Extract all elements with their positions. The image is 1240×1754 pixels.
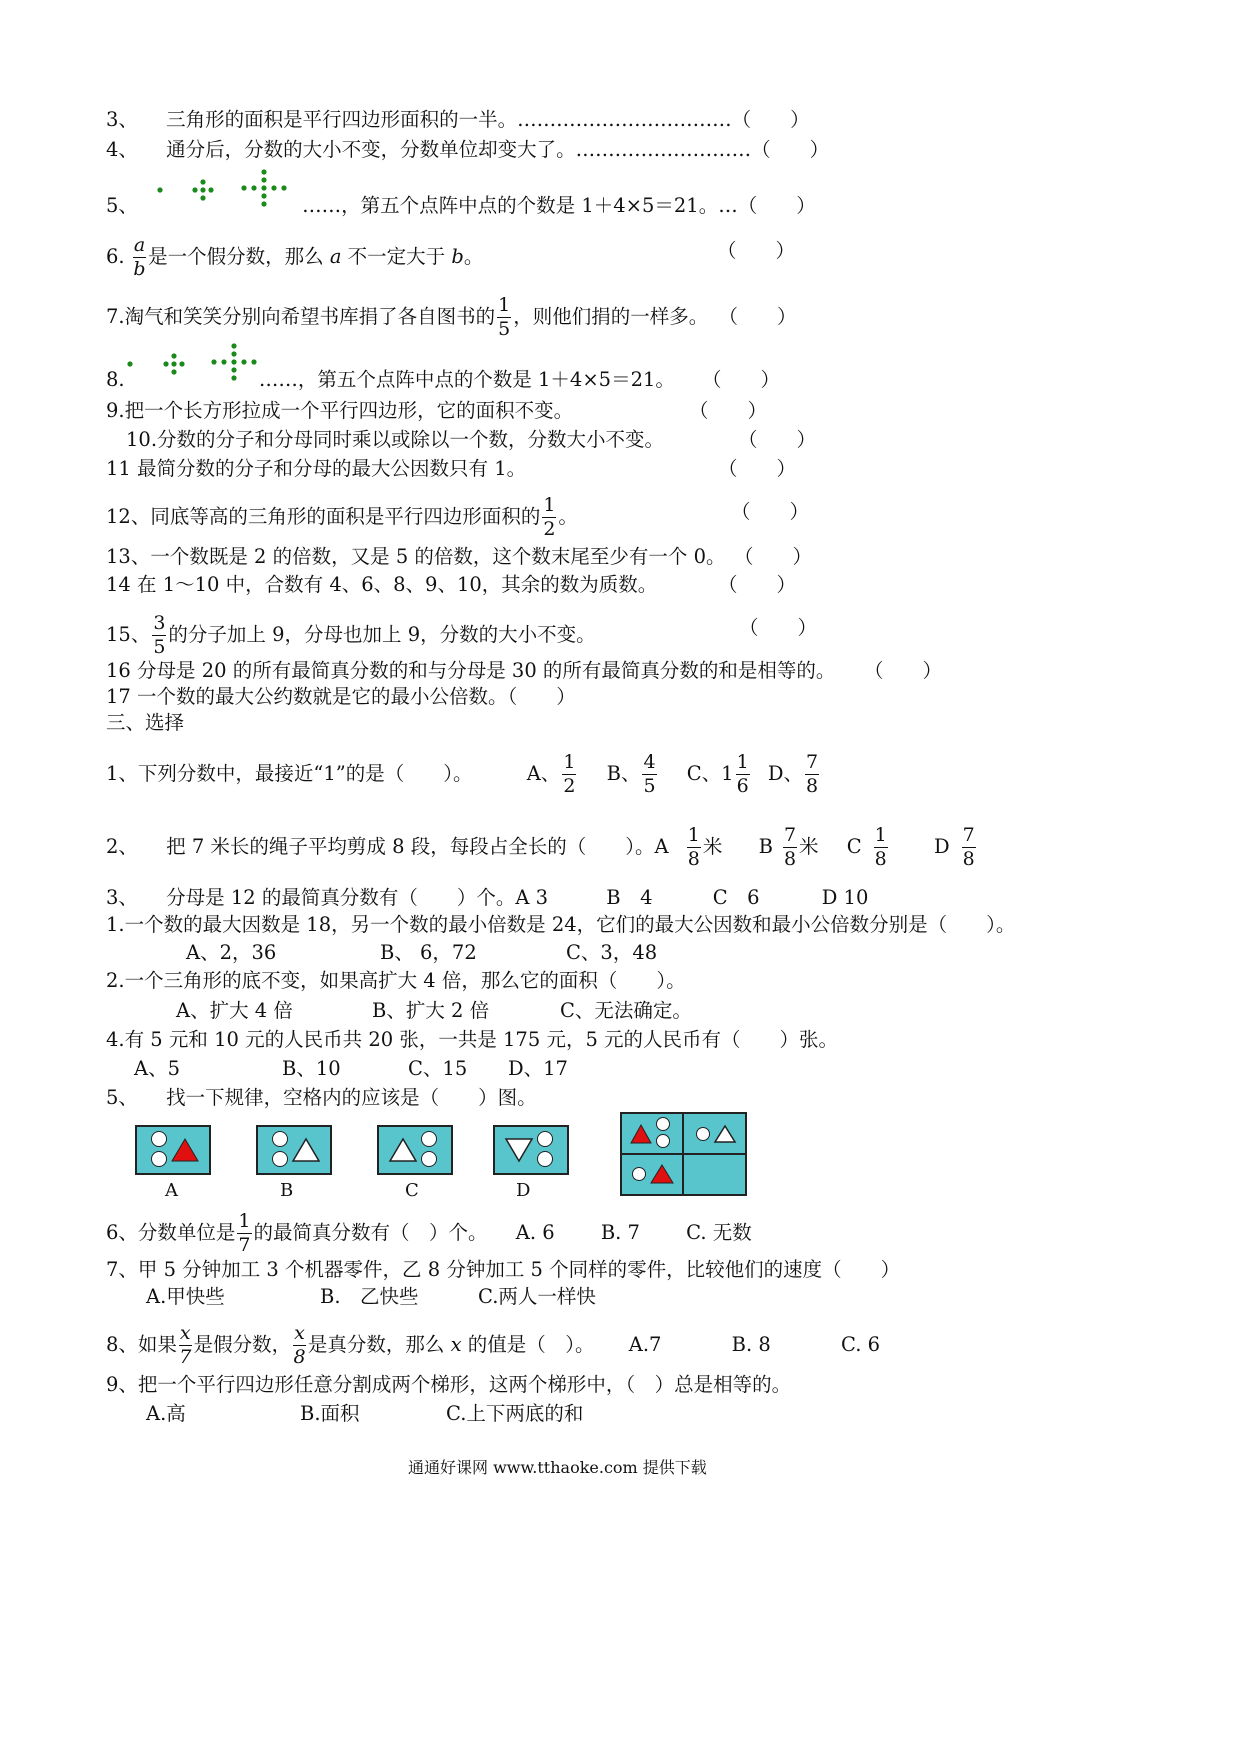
q6-denominator: b: [133, 258, 146, 280]
q7-answer-paren[interactable]: （ ）: [728, 305, 797, 328]
triangle-icon: [630, 1124, 652, 1144]
q10-answer-paren[interactable]: （ ）: [738, 428, 817, 451]
c5-label-c: C: [405, 1180, 419, 1201]
q12-text-2: 。: [558, 505, 578, 528]
c2-c-numerator: 1: [874, 824, 887, 846]
q6-fraction: [133, 236, 146, 279]
choice-c5: [106, 1085, 537, 1111]
inverted-triangle-icon: [505, 1138, 533, 1162]
judge-q6: [106, 236, 483, 279]
c6-text: 6、分数单位是: [106, 1221, 236, 1244]
q9-text: 9.把一个长方形拉成一个平行四边形，它的面积不变。: [106, 399, 574, 422]
q16-answer-paren[interactable]: （ ）: [864, 659, 943, 682]
c2-number: 2、: [106, 835, 138, 858]
q6-numerator: a: [133, 234, 146, 256]
c6-text-2: 的最简真分数有（ ）个。: [253, 1221, 488, 1244]
c3-option-c: C 6: [712, 886, 760, 909]
c8-text: 8、如果: [106, 1333, 177, 1356]
c1-d-numerator: 7: [806, 751, 819, 773]
circle-icon: [632, 1167, 646, 1181]
q14-text: 14 在 1～10 中，合数有 4、6、8、9、10，其余的数为质数。: [106, 573, 658, 596]
c2b-text: 2.一个三角形的底不变，如果高扩大 4 倍，那么它的面积（ ）。: [106, 969, 686, 992]
choice-c8: [106, 1324, 880, 1367]
q7-text-2: ，则他们捐的一样多。: [513, 305, 709, 328]
c5-label-a: A: [165, 1180, 178, 1201]
q13-text: 13、一个数既是 2 的倍数，又是 5 的倍数，这个数末尾至少有一个 0。: [106, 545, 726, 568]
c8-f1-denominator: 7: [179, 1346, 192, 1368]
circle-icon: [696, 1127, 710, 1141]
triangle-icon: [171, 1138, 199, 1162]
q3-answer-paren[interactable]: （ ）: [731, 108, 810, 131]
section-title: 三、选择: [106, 711, 185, 734]
q5-dots: …: [718, 194, 738, 217]
q8-text: ……，第五个点阵中点的个数是 1＋4×5＝21。: [258, 368, 675, 391]
q5-answer-paren[interactable]: （ ）: [737, 194, 816, 217]
dot-pattern-1: [157, 187, 162, 192]
judge-q7: [106, 296, 796, 339]
triangle-icon: [650, 1164, 674, 1184]
c8-var: x: [450, 1333, 462, 1356]
c4-option-a: A、5: [134, 1057, 180, 1080]
judge-q12: [106, 496, 578, 539]
c1-option-c-label: C、1: [686, 762, 734, 785]
c1-a-denominator: 2: [563, 775, 576, 797]
q4-number: 4、: [106, 138, 138, 161]
c5-label-b: B: [280, 1180, 294, 1201]
circle-icon: [421, 1131, 437, 1147]
c9-text: 9、把一个平行四边形任意分割成两个梯形，这两个梯形中，（ ）总是相等的。: [106, 1373, 792, 1396]
c3-number: 3、: [106, 886, 138, 909]
c2-a-numerator: 1: [687, 824, 700, 846]
c1-b-denominator: 5: [643, 775, 656, 797]
choice-c6: [106, 1212, 752, 1255]
c1b-text: 1.一个数的最大因数是 18，另一个数的最小倍数是 24，它们的最大公因数和最小公倍数分别是（ ）。: [106, 913, 1016, 936]
c2-d-denominator: 8: [962, 848, 975, 870]
c7-option-a: A.甲快些: [146, 1285, 225, 1308]
judge-q5: [106, 193, 816, 219]
dot-pattern-1: [127, 361, 132, 366]
c9-option-b: B.面积: [300, 1402, 360, 1425]
empty-cell[interactable]: [684, 1155, 745, 1194]
circle-icon: [537, 1131, 553, 1147]
c2-option-b-label: B: [758, 835, 773, 858]
c1-option-d: [805, 753, 819, 796]
c1-b-numerator: 4: [643, 751, 656, 773]
c8-fraction-2: [293, 1324, 306, 1367]
choice-c2: [106, 826, 978, 869]
c1-d-denominator: 8: [806, 775, 819, 797]
q8-answer-paren[interactable]: （ ）: [702, 368, 781, 391]
c5-label-d: D: [516, 1180, 531, 1201]
c6-denominator: 7: [238, 1234, 251, 1256]
q15-answer-paren[interactable]: （ ）: [739, 616, 818, 639]
q12-fraction: [542, 496, 556, 539]
c1-option-b-label: B、: [606, 762, 641, 785]
c8-option-c: C. 6: [840, 1333, 880, 1356]
q7-text: 7.淘气和笑笑分别向希望书库捐了各自图书的: [106, 305, 496, 328]
c8-option-a: A.7: [628, 1333, 662, 1356]
q11-text: 11 最简分数的分子和分母的最大公因数只有 1。: [106, 457, 527, 480]
c2-a-denominator: 8: [687, 848, 700, 870]
q6-answer-paren[interactable]: （ ）: [717, 239, 796, 262]
c5-option-b-tile[interactable]: [256, 1125, 332, 1175]
footer-credit: 通通好课网 www.tthaoke.com 提供下载: [408, 1458, 707, 1477]
c2-option-d: [962, 826, 976, 869]
c8-text-2: 是假分数，: [193, 1333, 292, 1356]
q3-text: 三角形的面积是平行四边形面积的一半。: [166, 108, 518, 131]
q11-answer-paren[interactable]: （ ）: [718, 457, 797, 480]
c1-c-numerator: 1: [736, 751, 749, 773]
q7-fraction: [497, 296, 511, 339]
c8-option-b: B. 8: [731, 1333, 771, 1356]
q15-denominator: 5: [153, 636, 166, 658]
q5-number: 5、: [106, 194, 138, 217]
c2-option-a: [687, 826, 701, 869]
c5-option-a-tile[interactable]: [135, 1125, 211, 1175]
q15-text: 的分子加上 9，分母也加上 9，分数的大小不变。: [168, 623, 596, 646]
choice-c1: [106, 753, 821, 796]
c6-option-c: C. 无数: [686, 1221, 752, 1244]
c8-text-4: 的值是（ ）。: [461, 1333, 595, 1356]
circle-icon: [537, 1151, 553, 1167]
c1-a-numerator: 1: [563, 751, 576, 773]
q7-denominator: 5: [498, 318, 511, 340]
q7-numerator: 1: [498, 294, 511, 316]
circle-icon: [272, 1131, 288, 1147]
c8-f2-denominator: 8: [293, 1346, 306, 1368]
triangle-icon: [714, 1125, 736, 1143]
q6-number: 6.: [106, 245, 125, 268]
circle-icon: [656, 1134, 670, 1148]
q6-text-c: 。: [463, 245, 484, 268]
q8-number: 8.: [106, 368, 125, 391]
triangle-icon: [389, 1138, 417, 1162]
q12-answer-paren[interactable]: （ ）: [731, 500, 810, 523]
choice-c3: [106, 885, 868, 911]
q5-text: ……，第五个点阵中点的个数是 1＋4×5＝21。: [302, 194, 719, 217]
c6-option-b: B. 7: [600, 1221, 640, 1244]
c2b-option-a: A、扩大 4 倍: [176, 999, 293, 1022]
c2-c-denominator: 8: [874, 848, 887, 870]
circle-icon: [421, 1151, 437, 1167]
c2-b-unit: 米: [799, 835, 819, 858]
q12-denominator: 2: [543, 518, 556, 540]
c5-pattern-grid: [620, 1112, 747, 1196]
c3-option-d: D 10: [821, 886, 869, 909]
judge-q3: [106, 107, 810, 133]
c1-option-b: [642, 753, 656, 796]
q4-dots: ………………………: [575, 138, 752, 161]
c6-numerator: 1: [238, 1210, 251, 1232]
c5-option-c-tile[interactable]: [377, 1125, 453, 1175]
c2-b-denominator: 8: [783, 848, 797, 870]
q10-text: 10.分数的分子和分母同时乘以或除以一个数，分数大小不变。: [126, 428, 665, 451]
judge-q8: [106, 367, 675, 393]
c2b-option-c: C、无法确定。: [560, 999, 692, 1022]
c1b-option-b: B、 6，72: [380, 941, 477, 964]
circle-icon: [656, 1117, 670, 1131]
q6-text-b: 不一定大于: [341, 245, 452, 268]
c6-option-a: A. 6: [515, 1221, 555, 1244]
c2-option-c: [874, 826, 888, 869]
q12-text: 12、同底等高的三角形的面积是平行四边形面积的: [106, 505, 541, 528]
c2-b-numerator: 7: [783, 824, 797, 846]
c8-f2-numerator: x: [294, 1322, 305, 1344]
circle-icon: [151, 1131, 167, 1147]
q3-number: 3、: [106, 108, 138, 131]
c2-text: 把 7 米长的绳子平均剪成 8 段，每段占全长的（ ）。A: [166, 835, 669, 858]
c3-text: 分母是 12 的最简真分数有（ ）个。A 3: [166, 886, 549, 909]
c2-option-d-label: D: [933, 835, 950, 858]
q14-answer-paren[interactable]: （ ）: [718, 573, 797, 596]
c9-option-c: C.上下两底的和: [446, 1402, 584, 1425]
c6-fraction: [237, 1212, 251, 1255]
q6-text-a: 是一个假分数，那么: [148, 245, 330, 268]
judge-q15: [106, 614, 596, 657]
q15-fraction: [152, 614, 166, 657]
triangle-icon: [292, 1138, 320, 1162]
c7-text: 7、甲 5 分钟加工 3 个机器零件，乙 8 分钟加工 5 个同样的零件，比较他们的速度（ ）: [106, 1258, 901, 1281]
q16-text: 16 分母是 20 的所有最简真分数的和与分母是 30 的所有最简真分数的和是相等的。: [106, 659, 836, 682]
q9-answer-paren[interactable]: （ ）: [689, 399, 768, 422]
c2-a-unit: 米: [702, 835, 723, 858]
c2-d-numerator: 7: [962, 824, 975, 846]
circle-icon: [272, 1151, 288, 1167]
judge-q4: [106, 137, 829, 163]
q13-answer-paren[interactable]: （ ）: [734, 545, 813, 568]
c4-text: 4.有 5 元和 10 元的人民币共 20 张，一共是 175 元，5 元的人民币有（ ）张。: [106, 1028, 839, 1051]
c2-option-c-label: C: [846, 835, 862, 858]
c7-option-b: B. 乙快些: [320, 1285, 419, 1308]
c2-option-b: [783, 826, 797, 869]
q3-dots: ……………………………: [517, 108, 732, 131]
q6-var-b: b: [451, 245, 464, 268]
c4-option-c: C、15: [408, 1057, 468, 1080]
c8-text-3: 是真分数，那么: [307, 1333, 451, 1356]
q15-numerator: 3: [153, 612, 166, 634]
c2b-option-b: B、扩大 2 倍: [372, 999, 490, 1022]
q12-numerator: 1: [543, 494, 556, 516]
c1-option-a-label: A、: [526, 762, 561, 785]
c5-text: 找一下规律，空格内的应该是（ ）图。: [166, 1086, 537, 1109]
c7-option-c: C.两人一样快: [478, 1285, 596, 1308]
q4-text: 通分后，分数的大小不变，分数单位却变大了。: [166, 138, 576, 161]
c5-number: 5、: [106, 1086, 138, 1109]
circle-icon: [151, 1151, 167, 1167]
q17-text: 17 一个数的最大公约数就是它的最小公倍数。（ ）: [106, 685, 576, 708]
c4-option-d: D、17: [508, 1057, 568, 1080]
c4-option-b: B、10: [282, 1057, 341, 1080]
q15-number: 15、: [106, 623, 151, 646]
c1-option-a: [562, 753, 576, 796]
c1b-option-c: C、3，48: [566, 941, 658, 964]
c9-option-a: A.高: [146, 1402, 186, 1425]
c8-fraction-1: [179, 1324, 192, 1367]
c5-option-d-tile[interactable]: [493, 1125, 569, 1175]
c8-f1-numerator: x: [179, 1322, 191, 1344]
q4-answer-paren[interactable]: （ ）: [751, 138, 830, 161]
c1-text: 1、下列分数中，最接近“1”的是（ ）。: [106, 762, 473, 785]
c1-c-denominator: 6: [736, 775, 749, 797]
c1-option-c: [736, 753, 750, 796]
c1b-option-a: A、2，36: [186, 941, 277, 964]
c3-option-b: B 4: [606, 886, 653, 909]
c1-option-d-label: D、: [767, 762, 804, 785]
q6-var-a: a: [329, 245, 342, 268]
